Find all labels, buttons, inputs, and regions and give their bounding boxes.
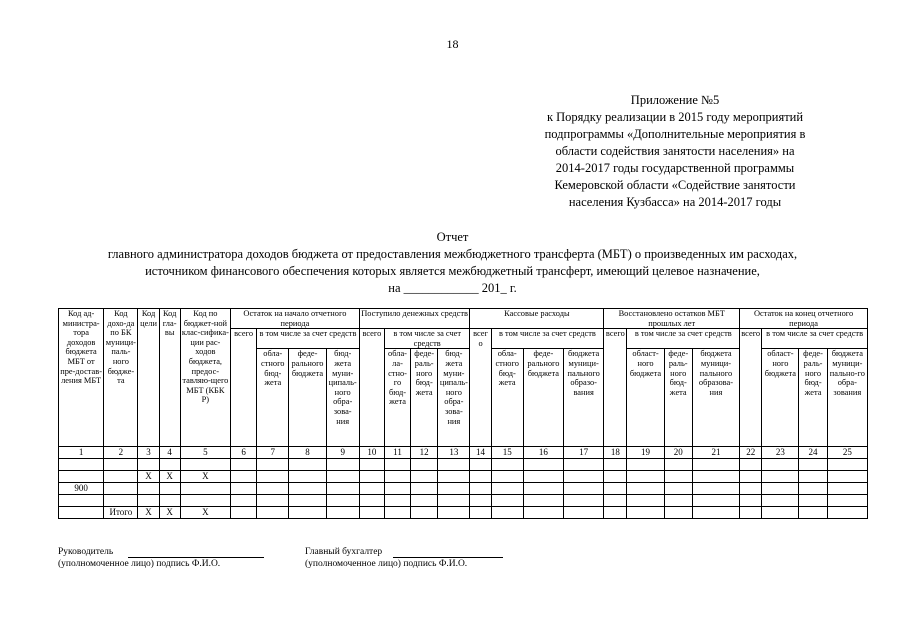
header-regional: област-ного бюджета: [762, 349, 799, 447]
table-row: [59, 471, 868, 483]
column-number: 6: [231, 447, 257, 459]
column-number: 10: [359, 447, 384, 459]
column-number: 22: [740, 447, 762, 459]
column-number: 4: [159, 447, 180, 459]
header-federal: феде-раль-ного бюд-жета: [664, 349, 692, 447]
column-number: 17: [564, 447, 604, 459]
header-federal: феде-раль-ного бюд-жета: [799, 349, 827, 447]
header-regional: обла-стного бюд-жета: [257, 349, 289, 447]
column-number: 5: [180, 447, 230, 459]
appendix-line: Кемеровской области «Содействие занятости: [554, 178, 796, 192]
header-municipal: бюджета муници-пального образо-вания: [564, 349, 604, 447]
appendix-line: области содействия занятости населения» на: [555, 144, 795, 158]
header-federal: феде-рального бюджета: [523, 349, 563, 447]
column-number: 25: [827, 447, 867, 459]
appendix-header: [505, 92, 845, 211]
header-closing-balance: Остаток на конец отчетного периода: [740, 309, 868, 329]
header-opening-balance: Остаток на начало отчетного периода: [231, 309, 360, 329]
appendix-line: к Порядку реализации в 2015 году мероприятий: [546, 110, 804, 124]
admin-code-cell: 900: [59, 483, 104, 495]
header-received-funds: Поступило денежных средств: [359, 309, 470, 329]
report-heading: [0, 229, 905, 297]
x-mark: X: [159, 507, 180, 519]
signature-accountant: [305, 546, 503, 570]
x-mark: X: [180, 471, 230, 483]
header-federal: феде-рального бюджета: [289, 349, 326, 447]
x-mark: X: [138, 471, 159, 483]
accountant-label: Главный бухгалтер: [305, 547, 383, 557]
page-number: 18: [446, 37, 459, 51]
header-municipal: бюджета муници-пально-го обра-зования: [827, 349, 867, 447]
header-municipal: бюд-жета муни-ципаль-ного обра-зова-ния: [326, 349, 359, 447]
report-subtitle-line: источником финансового обеспечения которых является межбюджетный трансферт, имеющий целевое назначение,: [145, 264, 760, 278]
header-total: всего: [359, 329, 384, 447]
header-total: всего: [231, 329, 257, 447]
table-row: [59, 495, 868, 507]
column-number: 24: [799, 447, 827, 459]
column-number: 23: [762, 447, 799, 459]
report-subtitle-line: главного администратора доходов бюджета от предоставления межбюджетного трансферта (МБТ) о произведенных им расходах,: [107, 247, 798, 261]
column-number: 19: [627, 447, 664, 459]
header-regional: обла-стного бюд-жета: [491, 349, 523, 447]
column-number: 12: [411, 447, 438, 459]
table-row: [59, 459, 868, 471]
column-number: 1: [59, 447, 104, 459]
appendix-line: подпрограммы «Дополнительные мероприятия в: [544, 127, 806, 141]
header-including: в том числе за счет средств: [257, 329, 360, 349]
column-number: 11: [384, 447, 410, 459]
appendix-line: населения Кузбасса» на 2014-2017 годы: [568, 195, 782, 209]
accountant-caption: (уполномоченное лицо) подпись Ф.И.О.: [305, 559, 468, 569]
header-admin-code: Код ад-министра-тора доходов бюджета МБТ от пре-достав-ления МБТ: [59, 309, 104, 447]
header-income-code: Код дохо-да по БК муници-паль-ного бюдже-та: [104, 309, 138, 447]
column-number: 21: [692, 447, 739, 459]
header-municipal: бюд-жета муни-ципаль-ного обра-зова-ния: [438, 349, 470, 447]
header-including: в том числе за счет средств: [762, 329, 868, 349]
header-total: всего: [470, 329, 491, 447]
head-label: Руководитель: [58, 547, 114, 557]
header-chapter-code: Код гла-вы: [159, 309, 180, 447]
header-including: в том числе за счет средств: [627, 329, 740, 349]
header-regional: област-ного бюджета: [627, 349, 664, 447]
header-total: всего: [604, 329, 627, 447]
x-mark: X: [159, 471, 180, 483]
header-kbk-code: Код по бюджет-ной клас-сифика-ции рас-ходов бюджета, предос-тавляю-щего МБТ (КБК Р): [180, 309, 230, 447]
header-federal: феде-раль-ного бюд-жета: [411, 349, 438, 447]
header-including: в том числе за счет средств: [491, 329, 604, 349]
column-number: 3: [138, 447, 159, 459]
column-number: 14: [470, 447, 491, 459]
header-regional: обла-ла-стно-го бюд-жета: [384, 349, 410, 447]
total-row: [59, 507, 868, 519]
header-cash-expenses: Кассовые расходы: [470, 309, 604, 329]
column-number-row: [59, 447, 868, 459]
x-mark: X: [138, 507, 159, 519]
column-number: 16: [523, 447, 563, 459]
column-number: 8: [289, 447, 326, 459]
column-number: 9: [326, 447, 359, 459]
report-date-line: на ____________ 201_ г.: [388, 281, 517, 295]
header-total: всего: [740, 329, 762, 447]
column-number: 13: [438, 447, 470, 459]
total-label: Итого: [104, 507, 138, 519]
column-number: 7: [257, 447, 289, 459]
column-number: 2: [104, 447, 138, 459]
header-purpose-code: Код цели: [138, 309, 159, 447]
report-title: Отчет: [436, 230, 469, 244]
signature-head: [58, 546, 264, 570]
head-caption: (уполномоченное лицо) подпись Ф.И.О.: [58, 559, 221, 569]
report-table: [58, 308, 868, 519]
column-number: 20: [664, 447, 692, 459]
column-number: 15: [491, 447, 523, 459]
table-row: [59, 483, 868, 495]
header-restored-balances: Восстановлено остатков МБТ прошлых лет: [604, 309, 740, 329]
appendix-line: 2014-2017 годы государственной программы: [555, 161, 795, 175]
appendix-line: Приложение №5: [630, 93, 720, 107]
header-including: в том числе за счет средств: [384, 329, 470, 349]
column-number: 18: [604, 447, 627, 459]
header-municipal: бюджета муници-пального образова-ния: [692, 349, 739, 447]
x-mark: X: [180, 507, 230, 519]
